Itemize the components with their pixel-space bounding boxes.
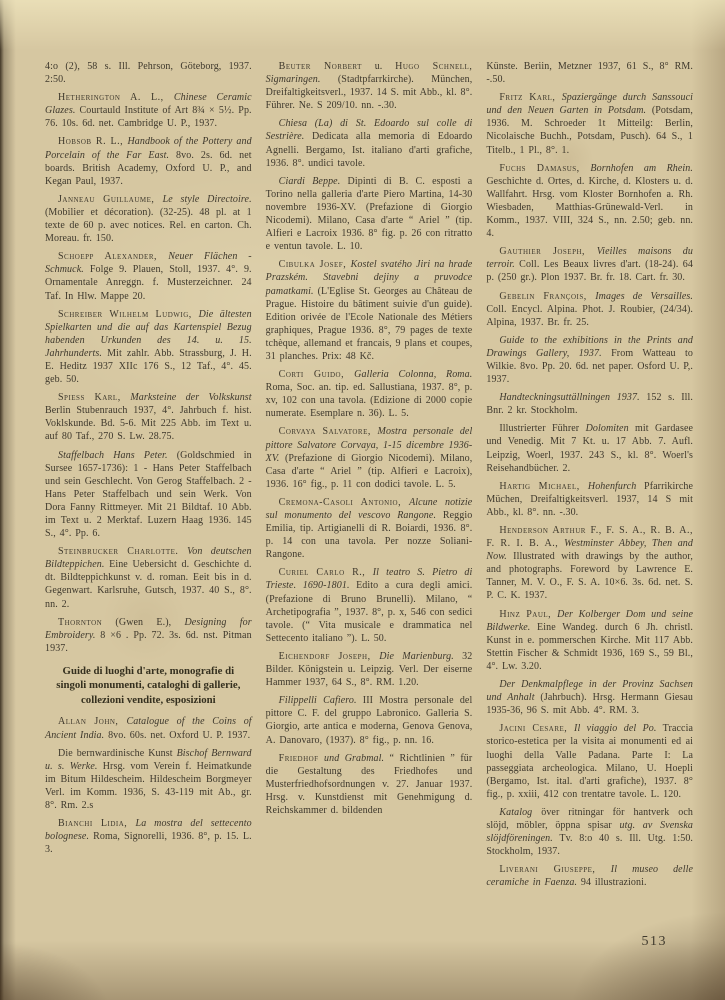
bib-entry bbox=[266, 60, 473, 112]
author-name: Spiess Karl, bbox=[58, 392, 131, 404]
work-title: Neuer Flächen - Schmuck. bbox=[45, 251, 252, 276]
entry-text: (Prefazione di Giorgio Nicodemi). Milano, Casa d'arte “ Ariel ” (tip. Alfieri e Lacroix), 1936. 16° fig., p. 11 con dodici tavole. L. 5. bbox=[265, 452, 473, 490]
entry-text: Die bernwardinische Kunst bbox=[58, 747, 177, 759]
bib-entry bbox=[486, 162, 693, 241]
work-title: Von deutschen Bildteppichen. bbox=[45, 546, 252, 571]
author-name: Janneau Guillaume, bbox=[58, 193, 163, 205]
bib-entry bbox=[266, 425, 473, 490]
work-title: Il teatro S. Pietro di Trieste. 1690-1801. bbox=[265, 567, 473, 592]
author-name: Hugo Schnell, bbox=[395, 61, 473, 72]
author-name: Hetherington A. L., bbox=[58, 92, 174, 104]
bib-entry bbox=[45, 193, 252, 245]
entry-text: över ritningar för hantverk och slöjd, möbler, öppna spisar bbox=[486, 806, 694, 831]
entry-text: Roma, Signorelli, 1936. 8°, p. 15. L. 3. bbox=[45, 831, 252, 856]
work-title: Sigmaringen. bbox=[265, 74, 321, 86]
work-title: Dolomiten bbox=[585, 423, 629, 435]
entry-text: (Mobilier et décoration). (32-25). 48 pl. at 1 texte de 60 p. avec notices. Rel. en carton. Ch. Moreau. fr. 150. bbox=[45, 206, 252, 245]
bib-entry bbox=[266, 258, 473, 363]
bib-entry bbox=[266, 566, 473, 645]
entry-text: 152 s. Ill. Bnr. 2 kr. Stockholm. bbox=[486, 392, 693, 417]
entry-text: (Stadtpfarrkirche). München, Dreifaltigkeitsverl., 1937. 14 S. mit Abb., kl. 8°. Führer. Ne. S 209/10. nn. -.30. bbox=[265, 74, 473, 112]
page-number: 513 bbox=[641, 934, 667, 949]
bib-entry bbox=[45, 747, 252, 812]
entry-text: (Jahrbuch). Hrsg. Hermann Giesau 1935-36, 96 S. mit Abb. 4°. RM. 3. bbox=[486, 692, 694, 717]
author-name: Fritz Karl, bbox=[499, 92, 562, 104]
column-right bbox=[486, 60, 693, 1000]
work-title: Alcune notizie sul monumento del vescovo Rangone. bbox=[265, 496, 473, 521]
work-title: Ciardi Beppe. bbox=[278, 175, 341, 187]
work-title: Katalog bbox=[499, 806, 533, 818]
bib-entry bbox=[266, 496, 473, 561]
bib-entry bbox=[45, 545, 252, 610]
bib-entry bbox=[266, 650, 473, 689]
work-title: Die ältesten Spielkarten und die auf das Kartenspiel Bezug habenden Urkunden des 14. u. 15. Jahrhunderts. bbox=[45, 308, 252, 359]
bib-entry bbox=[45, 91, 252, 130]
work-title: Westminster Abbey, Then and Now. bbox=[486, 538, 694, 563]
work-title: Chinese Ceramic Glazes. bbox=[45, 92, 252, 117]
entry-text: Illustrierter Führer bbox=[499, 423, 586, 435]
author-name: Allan John, bbox=[58, 716, 127, 728]
entry-text: Illustrated with drawings by the author, and photographs. Foreword by Lawrence E. Tanner, M. V. O., F. S. A. 10×6. 3s. 6d. net. S. P. C. K. 1937. bbox=[486, 551, 694, 602]
entry-text: u. bbox=[361, 61, 396, 72]
author-name: Hobsob R. L., bbox=[58, 136, 128, 148]
bib-entry bbox=[486, 91, 693, 156]
work-title: Designing for Embroidery. bbox=[45, 616, 252, 641]
work-title: Handbook of the Pottery and Porcelain of the Far East. bbox=[45, 136, 252, 161]
entry-text: 4:o (2), 58 s. Ill. Pehrson, Göteborg, 1937. 2:50. bbox=[45, 61, 252, 86]
entry-text: III Mostra personale del pittore C. F. del gruppo Labronico. Galleria S. Giorgio, arte antica e moderna, Genova Genova, A. Danovaro, (1937). 8° fig., p. nn. 16. bbox=[265, 695, 473, 746]
work-title: Images de Versailles. bbox=[595, 290, 694, 302]
bib-entry bbox=[45, 616, 252, 655]
bib-entry bbox=[266, 694, 473, 746]
work-title: Staffelbach Hans Peter. bbox=[58, 449, 168, 461]
work-title: Der Kolberger Dom und seine Bildwerke. bbox=[486, 608, 694, 633]
bib-entry bbox=[486, 480, 693, 519]
work-title: Spaziergänge durch Sanssouci und den Neuen Garten in Potsdam. bbox=[486, 92, 694, 117]
bib-entry bbox=[486, 678, 693, 717]
author-name: Steinbrucker Charlotte. bbox=[58, 546, 188, 558]
entry-text: Roma, Soc. an. tip. ed. Sallustiana, 1937. 8°, p. xv, 102 con una tavola. (Edizione di 2000 copie numerate. Esemplare n. 36). L. 5. bbox=[265, 382, 473, 420]
work-title: Die Marienburg. bbox=[379, 650, 454, 662]
author-name: Schreiber Wilhelm Ludwig, bbox=[58, 308, 199, 320]
column-left bbox=[45, 60, 252, 1000]
author-name: Bianchi Lidia, bbox=[58, 818, 136, 830]
author-name: Corvaya Salvatore, bbox=[278, 426, 378, 438]
work-title: Bornhofen am Rhein. bbox=[590, 162, 693, 174]
work-title: Galleria Colonna, Roma. bbox=[354, 369, 473, 381]
bib-entry bbox=[486, 722, 693, 801]
author-name: Cremona-Casoli Antonio, bbox=[278, 496, 410, 508]
author-name: Hinz Paul, bbox=[499, 608, 558, 620]
entry-text: 32 Bilder. Königstein u. Leipzig. Verl. Der eiserne Hammer 1937, 64 S., 8°. RM. 1.20. bbox=[265, 650, 473, 689]
entry-text: Edito a cura degli amici. (Prefazione di Bruno Brunelli). Milano, “ Archetipografia ”, 1937. 8°, p. x, 546 con sedici tavole. (“ Vita musicale e drammatica nel Settecento italiano ”). L. 50. bbox=[265, 580, 473, 644]
entry-text: (Potsdam, 1936. M. Schroeder 1t Mitteilg: Berlin, Nicolaische Buchh., Potsdam, Pusch). 64 S., 1 Titelb., 1 Pl., 8°. 1. bbox=[486, 105, 694, 156]
author-name: Schoepp Alexander, bbox=[58, 251, 169, 263]
entry-text: “ Richtlinien ” für die Gestaltung des Friedhofes und Musterfriedhofsordnungen v. 27. Januar 1937. Hrsg. v. Kunstdienst mit Genehmigung d. Reichskammer d. bildenden bbox=[265, 752, 473, 816]
bib-entry bbox=[45, 817, 252, 856]
work-title: Mostra personale del pittore Salvatore Corvaya, 1-15 dicembre 1936-XV. bbox=[265, 426, 473, 464]
work-title: Il viaggio del Po. bbox=[574, 723, 657, 735]
work-title: Der Denkmalpflege in der Provinz Sachsen und Anhalt bbox=[486, 679, 694, 704]
entry-text: (Goldschmied in Sursee 1657-1736): 1 - Hans Peter Staffelbach und sein Geschlecht. Von Gerog Staffelbach. 2 - Hans Peter Staffelbach und sein Werk. Von Dora Fanny Rittmeyer. Mit 21 Bildtaf. 10 Abb. im Text u. 2 Merktaf. Luzern Haag 1936. 145 S., 4°. Pp. 6. bbox=[45, 449, 252, 540]
entry-text: Geschichte d. Ortes, d. Kirche, d. Klosters u. d. Wallfahrt. Hrsg. vom Kloster Bornhofen a. Rh. Wiesbaden, Matthias-Grünewald-Verl. in Komm., 1937. VIII, 324 S., nn. 2.50; geb. nn. 4. bbox=[486, 175, 694, 240]
entry-text: 8vo. 60s. net. Oxford U. P. 1937. bbox=[104, 729, 251, 741]
bib-entry bbox=[486, 60, 693, 86]
author-name: Liverani Giuseppe, bbox=[499, 864, 611, 876]
author-name: Hartig Michael, bbox=[499, 480, 588, 492]
column-middle bbox=[266, 60, 473, 1000]
entry-text: Coll. Les Beaux livres d'art. (18-24). 64 p. (250 gr.). Plon 1937. Br. fr. 18. Cart. fr. 30. bbox=[486, 259, 694, 284]
work-title: und Grabmal. bbox=[324, 752, 385, 764]
entry-text: Coll. Encycl. Alpina. Phot. J. Roubier, (24/34). Alpina, 1937. Br. fr. 25. bbox=[486, 303, 694, 328]
author-name: Jacini Cesare, bbox=[499, 723, 575, 735]
entry-text: Eine Uebersicht d. Geschichte d. dt. Bildteppichkunst v. d. roman. Eeit bis in d. Gegenwart. Karlsruhe, Gutsch, 1937. 40 S., 8°. nn. 2. bbox=[45, 559, 252, 610]
author-name: Thornton bbox=[58, 616, 103, 628]
work-title: Catalogue of the Coins of Ancient India. bbox=[45, 716, 252, 741]
work-title: Hohenfurch bbox=[587, 480, 637, 492]
entry-text: Folge 9. Plauen, Stoll, 1937. 4°. 9. Ornamentale Anreggn. f. Musterzeichner. 24 Taf. In Hlw. Mappe 20. bbox=[45, 264, 252, 302]
entry-text: Berlin Stubenrauch 1937, 4°. Jahrbuch f. hist. Voklskunde. Bd. 5-6. Mit 225 Abb. im Text u. auf 80 Taf., 270 S. Lw. 28.75. bbox=[45, 405, 252, 443]
entry-text: Künste. Beriin, Metzner 1937, 61 S., 8° RM. -.50. bbox=[486, 61, 694, 86]
work-title: Le style Directoire. bbox=[162, 193, 252, 205]
bib-entry bbox=[45, 308, 252, 387]
author-name: Curiel Carlo R., bbox=[278, 567, 373, 579]
author-name: Cibulka Josef, bbox=[278, 259, 351, 271]
entry-text: From Watteau to Wilkie. 8vo. Pp. 20. 6d. net paper. Osford U. P,. 1937. bbox=[486, 347, 694, 386]
work-title: Marksteine der Volkskunst bbox=[130, 392, 252, 404]
entry-text: 8 ×6 . Pp. 72. 3s. 6d. nst. Pitman 1937. bbox=[45, 629, 252, 654]
bib-entry bbox=[266, 117, 473, 169]
bib-entry bbox=[45, 449, 252, 541]
bib-entry bbox=[486, 524, 693, 603]
bib-entry bbox=[45, 250, 252, 302]
bib-entry bbox=[486, 245, 693, 284]
work-title: Il museo delle ceramiche in Faenza. bbox=[486, 864, 694, 889]
entry-text: 94 illustrazioni. bbox=[577, 877, 647, 889]
entry-text: (L'Eglise St. Georges au Château de Prague. Histoire du bâtiment suivie d'un guide). Edition orivée de l'Ecole Nationale des Métiers graphiques, Prague 1936. 8°, 79 pages de texte tchèque, allemand et francais, 9 plans et coupes, 31 planches. Prix: 48 Kč. bbox=[265, 285, 473, 362]
bib-entry bbox=[266, 368, 473, 420]
entry-text: Pfarrikirche Müchen, Dreifaltigkeitsverl. 1937, 14 S mit Abb., kl. 8°. nn. -.30. bbox=[486, 480, 694, 518]
bib-entry bbox=[266, 175, 473, 254]
author-name: Friedhof bbox=[278, 752, 319, 764]
entry-text: Reggio Emilia, tip. Artigianelli di R. Boiardi, 1936. 8°. p. 14 con una tavola. Per nozze Soliani-Rangone. bbox=[265, 510, 473, 561]
work-title: Kostel svatého Jiri na hrade Prazském. Stavebni dejiny a pruvodce pamatkami. bbox=[265, 259, 473, 297]
entry-text: Tv. 8:o 40 s. Ill. Utg. 1:50. Stockholm, 1937. bbox=[486, 833, 694, 858]
columns bbox=[45, 60, 693, 1000]
bib-entry bbox=[45, 391, 252, 443]
entry-text: Hrsg. vom Verein f. Heimatkunde im Bitum Hildescheim. Hildescheim Borgmeyer Verl. im Komm. 1936, S. 43-119 mit Ab., gr. 8°. Rm. 2.s bbox=[45, 760, 252, 811]
entry-text: 8vo. 2s. 6d. net boards. British Academy, Oxford U. P., and Kegan Paul, 1937. bbox=[45, 149, 252, 187]
work-title: Vieilles maisons du terroir. bbox=[486, 246, 694, 271]
author-name: Gauthier Joseph, bbox=[499, 246, 597, 258]
entry-text: Mit zahlr. Abb. Strassburg, J. H. E. Heditz 1937 XIIc 176 S., 12 Taf., 4°. 45. geb. 50. bbox=[45, 347, 252, 386]
work-title: Chiesa (La) di St. Edoardo sul colle di Sestrière. bbox=[265, 118, 473, 143]
bib-entry bbox=[486, 422, 693, 474]
author-name: Fuchs Damasus, bbox=[499, 162, 591, 174]
author-name: Eichendorf Joseph, bbox=[278, 650, 380, 662]
entry-text: Traccia storico-estetica per la visita ai monumenti ed ai luoghi della Valle Padana. Parte I: La passeggiata archeologica. Milano, U. Hoepli (Bergamo, Ist. ital. d'arti grafiche), 1937. 8° fig., p. xxiii, 412 con trentatre tavole. L. 120. bbox=[486, 723, 694, 800]
bib-entry bbox=[486, 608, 693, 673]
bib-entry bbox=[266, 752, 473, 817]
section-heading bbox=[47, 664, 250, 708]
bib-entry bbox=[45, 60, 252, 86]
work-title: utg. av Svenska slöjdföreningen. bbox=[486, 819, 694, 845]
author-name: Beuter Norbert bbox=[278, 61, 362, 72]
entry-text: Courtauld Institute of Art 8¾ × 5½. Pp. 76. 10s. 6d. net. Cambridge U. P., 1937. bbox=[45, 105, 252, 130]
work-title: Handteckningsuttällningen 1937. bbox=[499, 392, 640, 404]
entry-text: Eine Wandeg. durch 6 Jh. christl. Kunst in e. pommerschen Kirche. Mit 117 Abb. Stettin Fischer & Schmidt 1936, 169 S., 59 Bl., 4°. Lw. 3.20. bbox=[486, 621, 694, 672]
entry-text: (Gwen E.), bbox=[102, 616, 185, 628]
author-name: Henderson Arthur F., F. S. A., R. B. A., F. R. I. B. A., bbox=[486, 525, 694, 550]
bib-entry bbox=[486, 290, 693, 329]
bib-entry bbox=[486, 391, 693, 417]
bib-entry bbox=[45, 135, 252, 187]
bib-entry bbox=[486, 806, 693, 858]
entry-text: Dipinti di B. C. esposti a Torino nella galleria d'arte Piero Martina, 14-30 novembre 1936-XV. (Prefazione di Giorgio Nicodemi). Milano, Casa d'arte “ Ariel ” (tip. Alfieri e Lacroix 1936. 8° fig. p. 26 con ritratto e ventun tavole. L. 10. bbox=[265, 175, 473, 253]
bib-entry bbox=[486, 863, 693, 889]
entry-text: mit Gardasee und Venedig. Mit 7 Kt. u. 17 Abb. 7. Aufl. Leipzig, Woerl, 1937. 243 S., kl. 8°. Woerl's Reisehandbücher. 2. bbox=[486, 423, 694, 474]
entry-text: Dedicata alla memoria di Edoardo Agnelli. Bergamo, Ist. italiano d'arti grafiche, 1936. 8°. undici tavole. bbox=[265, 131, 473, 169]
entry-text: Guide di luoghi d'arte, monografie di singoli monumenti, cataloghi di gallerie, collezioni vendite, esposizioni bbox=[56, 664, 241, 706]
author-name: Gebelin François, bbox=[499, 290, 596, 302]
bib-entry bbox=[486, 334, 693, 386]
author-name: Corti Guido, bbox=[278, 369, 355, 381]
bib-entry bbox=[45, 715, 252, 741]
work-title: Guide to the exhibitions in the Prints and Drawings Gallery, 1937. bbox=[486, 334, 694, 359]
work-title: La mostra del settecento bolognese. bbox=[45, 818, 252, 843]
work-title: Bischof Bernward u. s. Werke. bbox=[45, 747, 252, 772]
work-title: Filippelli Cafiero. bbox=[278, 695, 357, 707]
